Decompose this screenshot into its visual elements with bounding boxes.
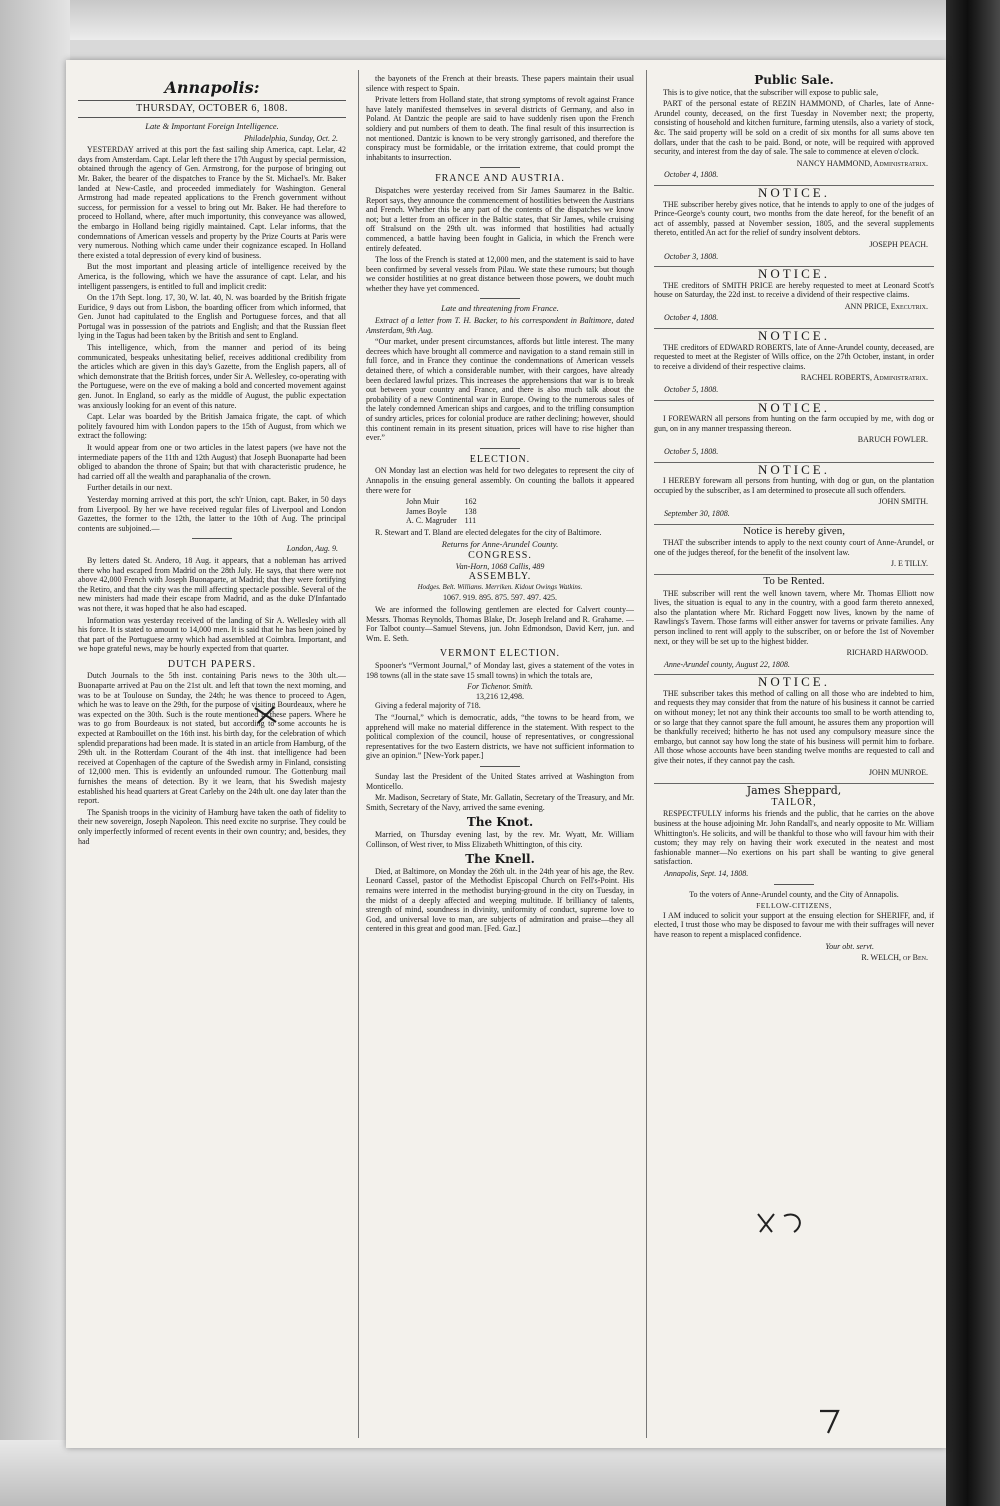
ad-paragraph: This is to give notice, that the subscriber will expose to public sale, [663,87,879,97]
ad-paragraph: RESPECTFULLY informs his friends and the public, that he carries on the above business at the house adjoining Mr. John Randall's, and nearly opposite to Mr. William Whittington's. He solicits, and will be thankful to those who will favour him with their custom; they may rely on having their work executed in the neatest and most fashionable manner—No exertions on his part shall be wanting to give general satisfaction. [654,809,934,867]
section-heading: FRANCE AND AUSTRIA. [435,173,565,185]
vote-count: 138 [464,506,477,516]
section-subhead: Late & Important Foreign Intelligence. [145,121,279,131]
ad-heading: NOTICE. [654,462,934,475]
divider [774,884,814,885]
dateline: THURSDAY, OCTOBER 6, 1808. [78,100,346,118]
article-paragraph: Capt. Lelar was boarded by the British Jamaica frigate, the capt. of which politely favoured him with London papers to the 15th of August, from which we extract the following: [78,412,346,441]
ad-paragraph: I FOREWARN all persons from hunting on the farm occupied by me, with dog or gun, on in any manner trespassing thereon. [654,414,934,433]
article-paragraph: Dutch Journals to the 5th inst. containing Paris news to the 30th ult.—Buonaparte arrived at Pau on the 21st ult. and left that town the next morning, and was to be at Toulouse on Sunday, the 24th; he was thence to proceed to Agen, which he was to leave on the 29th, for the purpose of visiting Bourdeaux, where he was expected on the 30th. Such is the route mentioned in these papers. Where he was to go from Bourdeaux is not stated, but according to some accounts he is expected at Rambouillet on the 16th inst. his birth day, for the celebration of which splendid preparations had been made. It is stated in an article from Hamburg, of the 29th ult. in the Rotterdam Courant of the 4th inst. that intelligence had been received at Copenhagen of the capture of the Swedish army in Finland, consisting of 12,000 men. This is evidently an unfounded rumour. The Gottenburg mail furnishes the means of detection. By it we learn, that his Swedish majesty established his head quarters at Great Carleby on the 24th ult. one day later than the report. [78,671,346,806]
ad-paragraph: PART of the personal estate of REZIN HAMMOND, of Charles, late of Anne-Arundel county, deceased, on the first Tuesday in November next; the property, consisting of household and kitchen furniture, farming utensils, also a variety of stock, &c. The said property will be sold on a credit of six months for all sums above ten dollars, under that the cash to be paid. Bond, or note, will be required with approved security, and interest from the day of sale. The sale to commence at eleven o'clock. [654,99,934,157]
ad-signature: JOHN SMITH. [878,497,928,507]
ad-signature: R. WELCH, of Ben. [861,953,928,963]
ad-date: September 30, 1808. [664,508,730,518]
ad-subheading: TAILOR, [771,796,817,808]
ad-paragraph: THE subscriber hereby gives notice, that he intends to apply to one of the judges of Prince-George's county court, two months from the date hereof, for the benefit of an act of assembly, passed at November session, 1805, and the several supplements thereto, entitled An act for the relief of sundry insolvent debtors. [654,199,934,238]
returns-subhead: Returns for Anne-Arundel County. [441,538,559,549]
ad-date: October 4, 1808. [664,313,719,323]
ad-date: October 5, 1808. [664,447,719,456]
newspaper-page [66,60,946,1448]
article-paragraph: But the most important and pleasing article of intelligence received by the America, is the following, which we have the assurance of capt. Lelar, and his intelligent passengers, is entitled to full and implicit credit: [78,262,346,291]
column-rule [646,70,647,1438]
table-row [406,497,485,507]
ad-heading: James Sheppard, [654,783,934,796]
candidate-name: A. C. Magruder [406,516,457,526]
article-paragraph: Yesterday morning arrived at this port, the sch'r Union, capt. Baker, in 50 days from Liverpool. By her we have received regular files of Liverpool and London Gazettes, the former to the 12th, the latter to the 10th of Aug. The principal contents are subjoined.— [78,494,346,533]
handwritten-mark [252,704,280,726]
ad-salutation: FELLOW-CITIZENS, [756,901,832,911]
dateline-place: London, Aug. 9. [286,544,338,554]
divider [192,538,232,539]
divider [480,766,520,767]
article-paragraph: Mr. Madison, Secretary of State, Mr. Gallatin, Secretary of the Treasury, and Mr. Smith, Secretary of the Navy, arrived the same evening. [366,793,634,812]
article-paragraph: “Our market, under present circumstances, affords but little interest. The many decrees which have brought all commerce and navigation to a stand remain still in full force, and in France they continue the condemnations of American vessels detained there, of which a considerable number, with their cargoes, have already been declared lawful prizes. This increases the apprehensions that war is to break out between your country and France, and there is also much talk about the probability of a new Continental war in Europe. Owing to the numerous sales of the lately condemned American ships and cargoes, and to the trifling consumption of sundry articles, prices for colonial produce are rather declining; however, should this continent remain in its present situation, prices will have to rise higher than ever.” [366,337,634,443]
congress-results: Van-Horn, 1068 Callis, 489 [455,561,545,571]
ad-signature: RICHARD HARWOOD. [846,648,928,658]
article-paragraph: Information was yesterday received of the landing of Sir A. Wellesley with all his force. It is stated to amount to 14,000 men. It is said that he has been joined by that part of the Portuguese army which had assembled at Coimbra. Important, and we hope grateful news, may be hourly expected from that quarter. [78,615,346,654]
vote-count: 111 [464,516,477,526]
ad-date: Annapolis, Sept. 14, 1808. [664,868,749,878]
article-paragraph: On the 17th Sept. long. 17, 30, W. lat. 40, N. was boarded by the British frigate Euridice, 9 days out from Lisbon, the boarding officer from which informed, that Gen. Junot had capitulated to the English and Portuguese forces, and that all Portugal was in possession of the patriots and English; and that the Russian fleet lying in the Tagus had been taken by the British and sent to England. [78,293,346,341]
dateline-place: Philadelphia, Sunday, Oct. 2. [244,133,338,143]
ad-date: October 5, 1808. [664,385,719,395]
ad-address: To the voters of Anne-Arundel county, and the City of Annapolis. [689,889,899,899]
article-paragraph: Private letters from Holland state, that strong symptoms of revolt against France have lately manifested themselves in several districts of Germany, and also in Poland. At Dantzic the people are said to have suddenly risen upon the French soldiery and put numbers of them to death. The final result of this insurrection is not mentioned. Dantzic is known to be very strongly garrisoned, and therefore the conspiracy must be formidable, or the irritation extreme, that could prompt the inhabitants to insurrection. [366,95,634,162]
vote-table [406,497,485,526]
article-paragraph: Spooner's “Vermont Journal,” of Monday last, gives a statement of the votes in 198 towns (all in the state save 15 small towns) in which the totals are, [366,661,634,680]
ad-signature: JOHN MUNROE. [868,767,928,777]
ad-date: October 4, 1808. [664,170,719,180]
section-heading: The Knell. [465,852,535,867]
article-paragraph: We are informed the following gentlemen are elected for Calvert county—Messrs. Thomas Reynolds, Thomas Blake, Dr. Joseph Ireland and R. Grahame. —For Talbot county—Samuel Stevens, jun. John Edmondson, David Kerr, jun. and Wm. E. Seth. [366,605,634,643]
ad-heading: NOTICE. [654,674,934,687]
ad-signature: ANN PRICE, Executrix. [844,301,928,311]
candidate-name: James Boyle [406,506,447,516]
vote-count: 162 [464,497,477,507]
article-paragraph: This intelligence, which, from the manner and period of its being communicated, bespeaks unhesitating belief, receives additional credibility from the articles which are given in this day's Gazette, from the English papers, all of which demonstrate that the British forces, under Sir A. Wellesley, co-operating with the Portuguese, were on the eve of making a bold and concerted movement against gen. Junot. In England, so early as the middle of August, the public expectation was anxiously looking for an event of this nature. [78,343,346,410]
assembly-numbers: 1067. 919. 895. 875. 597. 497. 425. [443,592,557,602]
scan-border-top [0,0,1000,40]
ad-date: October 3, 1808. [664,251,719,261]
handwritten-mark [754,1210,814,1236]
masthead: Annapolis: [164,78,260,97]
ad-paragraph: THE subscriber takes this method of calling on all those who are indebted to him, and requests they may consider that from the nature of his business it cannot be carried on without money; let not any think their accounts too small to be worth attending to, or so large that they cannot spare the full amount, he assures them any proportion will be thankfully received; hitherto he has not used any compulsory measure since the embargo, but cannot say how long the state of his business will permit him to forbare. All those whose accounts have been standing twelve months are requested to call and give their notes, if they cannot pay the cash. [654,688,934,766]
table-row [406,516,485,526]
ad-closing: Your obt. servt. [825,941,874,951]
divider [480,448,520,449]
section-heading: ASSEMBLY. [468,571,532,583]
ad-paragraph: THE subscriber will rent the well known tavern, where Mr. Thomas Elliott now lives, the situation is equal to any in the country, with a good farm thereto annexed, also the plantation where Mr. Richard Foggett now lives, known by the name of Rawlings's Tavern. Those farms will either answer for taverns or private families. Any person inclined to rent will apply to the subscriber, on or before the 1st of November next, or they will be set up to the highest bidder. [654,588,934,646]
ad-paragraph: THE creditors of EDWARD ROBERTS, late of Anne-Arundel county, deceased, are requested to meet at the Register of Wills office, on the 27th October, instant, in order to receive a dividend of their respective claims. [654,342,934,371]
article-paragraph: ON Monday last an election was held for two delegates to represent the city of Annapolis in the ensuing general assembly. On counting the ballots it appeared there were for [366,466,634,495]
divider [480,298,520,299]
ad-paragraph: THE creditors of SMITH PRICE are hereby requested to meet at Leonard Scott's house on Saturday, the 22d inst. to receive a dividend of their respective claims. [654,280,934,300]
ad-heading: NOTICE. [654,185,934,198]
section-heading: CONGRESS. [468,550,532,562]
handwritten-mark [816,1405,846,1435]
ad-heading: Public Sale. [754,74,834,87]
ad-signature: J. E TILLY. [890,559,928,569]
article-paragraph: The Spanish troops in the vicinity of Hamburg have taken the oath of fidelity to their new sovereign, Joseph Napoleon. This need excite no surprise. They could be only imperfectly informed of recent events in their own country; and, besides, they had [78,807,346,846]
article-paragraph: It would appear from one or two articles in the latest papers (we have not the intermediate papers of the 11th and 12th August) that Joseph Buonaparte had been obliged to abandon the throne of Spain; but that with characteristic prudence, he had carried off all the wealth and paraphanalia of the crown. [78,443,346,481]
article-paragraph: The “Journal,” which is democratic, adds, “the towns to be heard from, we apprehend will make no material difference in the statement. With respect to the political complexion of the council, house of representatives, or congressional representatives for the two Eastern districts, we have not sufficient information to give an opinion.” [New-York paper.] [366,713,634,761]
divider [480,167,520,168]
column-left [78,74,346,1434]
ad-date: Anne-Arundel county, August 22, 1808. [664,659,790,669]
article-paragraph: Further details in our next. [87,483,173,493]
ad-signature: RACHEL ROBERTS, Administratrix. [800,373,928,383]
ad-heading: NOTICE. [654,266,934,279]
article-paragraph: R. Stewart and T. Bland are elected delegates for the city of Baltimore. [375,527,602,537]
ad-heading: NOTICE. [654,400,934,413]
scan-border-left [0,0,70,1506]
section-heading: The Knot. [466,815,534,830]
ad-signature: NANCY HAMMOND, Administratrix. [796,158,928,168]
ad-signature: BARUCH FOWLER. [857,435,928,445]
candidate-name: John Muir [406,497,440,507]
extract-intro: Extract of a letter from T. H. Backer, to his correspondent in Baltimore, dated Amsterdam, 9th Aug. [366,316,634,335]
section-heading: DUTCH PAPERS. [167,658,257,670]
assembly-names: Hodges. Belt. Williams. Merriken. Kidout Owings Watkins. [417,582,583,591]
ad-heading: NOTICE. [654,328,934,341]
article-paragraph: Dispatches were yesterday received from Sir James Saumarez in the Baltic. Report says, they announce the commencement of hostilities between the Austrians and French. Whether this be any part of the contents of the dispatches we know not; but a letter from an officer in the Baltic states, that Sir James, while cruising off Stralsund on the 29th ult. was informed that hostilities had actually commenced, a battle having been fought in Galicia, in which the French were entirely defeated. [366,185,634,253]
section-heading: VERMONT ELECTION. [439,648,561,660]
ad-paragraph: I AM induced to solicit your support at the ensuing election for SHERIFF, and, if elected, I trust those who may be disposed to favour me with their suffrages will never have reason to repent a misplaced confidence. [654,910,934,939]
article-paragraph: Married, on Thursday evening last, by the rev. Mr. Wyatt, Mr. William Collinson, of West river, to Miss Elizabeth Whittington, of this city. [366,829,634,849]
article-paragraph: By letters dated St. Andero, 18 Aug. it appears, that a nobleman has arrived there who had escaped from Madrid on the 28th July. He says, that there were not above 42,000 French with Joseph Buonaparte, at Madrid; that they were fortifying the Retiro, and that the city was the mill affecting spectacle possible. Several of the new ministers had made their escape from Madrid, and as the duke D'Infantado was not there, it was hoped that he also had escaped. [78,555,346,613]
column-rule [358,70,359,1438]
ad-heading: To be Rented. [654,574,934,587]
scan-border-right [946,0,1000,1506]
table-row [406,507,485,517]
article-paragraph: Died, at Baltimore, on Monday the 26th ult. in the 24th year of his age, the Rev. Leonard Cassel, pastor of the Methodist Episcopal Church on Fell's-Point. His remains were interred in the methodist burying-ground in the city on Tuesday, in the midst of a deeply affected and weeping multitude. If brilliancy of talents, strength of mind, soundness in divinity, uniformity of conduct, supreme love to God, and universal love to man, are subjects of admiration and praise—they all centered in this great and good man. [Fed. Gaz.] [366,866,634,934]
vermont-candidates: For Tichenor. Smith. [467,682,533,692]
article-paragraph: The loss of the French is stated at 12,000 men, and the statement is said to have been confirmed by several vessels from Pilau. We state these rumours; but though we consider hostilities at no great distance between those powers, we doubt much whether they have yet commenced. [366,255,634,293]
vermont-totals: 13,216 12,498. [476,691,524,701]
ad-paragraph: THAT the subscriber intends to apply to the next county court of Anne-Arundel, or one of the judges thereof, for the benefit of the insolvent law. [654,538,934,557]
article-paragraph: Sunday last the President of the United States arrived at Washington from Monticello. [366,772,634,791]
ad-signature: JOSEPH PEACH. [869,239,928,249]
article-paragraph: Giving a federal majority of 718. [375,701,481,711]
column-middle [366,74,634,1434]
section-heading: ELECTION. [469,453,531,465]
article-paragraph: YESTERDAY arrived at this port the fast sailing ship America, capt. Lelar, 42 days from Amsterdam. Capt. Lelar left there the 17th August by special permission, obtained through the agency of Gen. Armstrong, for the purpose of bringing out Mr. Baker, the bearer of the dispatches to France by the St. Michael's. Mr. Baker landed at New-Castle, and proceeded immediately for Washington. General Armstrong had made repeated applications to the French government without success, for permission for a vessel to bring out Mr. Baker. He had therefore to proceed to Holland, where, after much importunity, this conveyance was allowed, the embargo in Holland being rigidly maintained. Capt. Lelar informs, that the condemnations of American vessels and property by the Prize Courts at Paris were very numerous. Nothing which came under their cognizance escaped. In Holland there existed a total depression of every kind of business. [78,145,346,260]
ad-heading: Notice is hereby given, [654,524,934,537]
article-paragraph: the bayonets of the French at their breasts. These papers maintain their usual silence with respect to Spain. [366,74,634,93]
ad-paragraph: I HEREBY forewarn all persons from hunting, with dog or gun, on the plantation occupied by the subscriber, as I am determined to prosecute all such offenders. [654,476,934,495]
scan-border-bottom [0,1440,1000,1506]
section-subhead: Late and threatening from France. [441,303,559,314]
